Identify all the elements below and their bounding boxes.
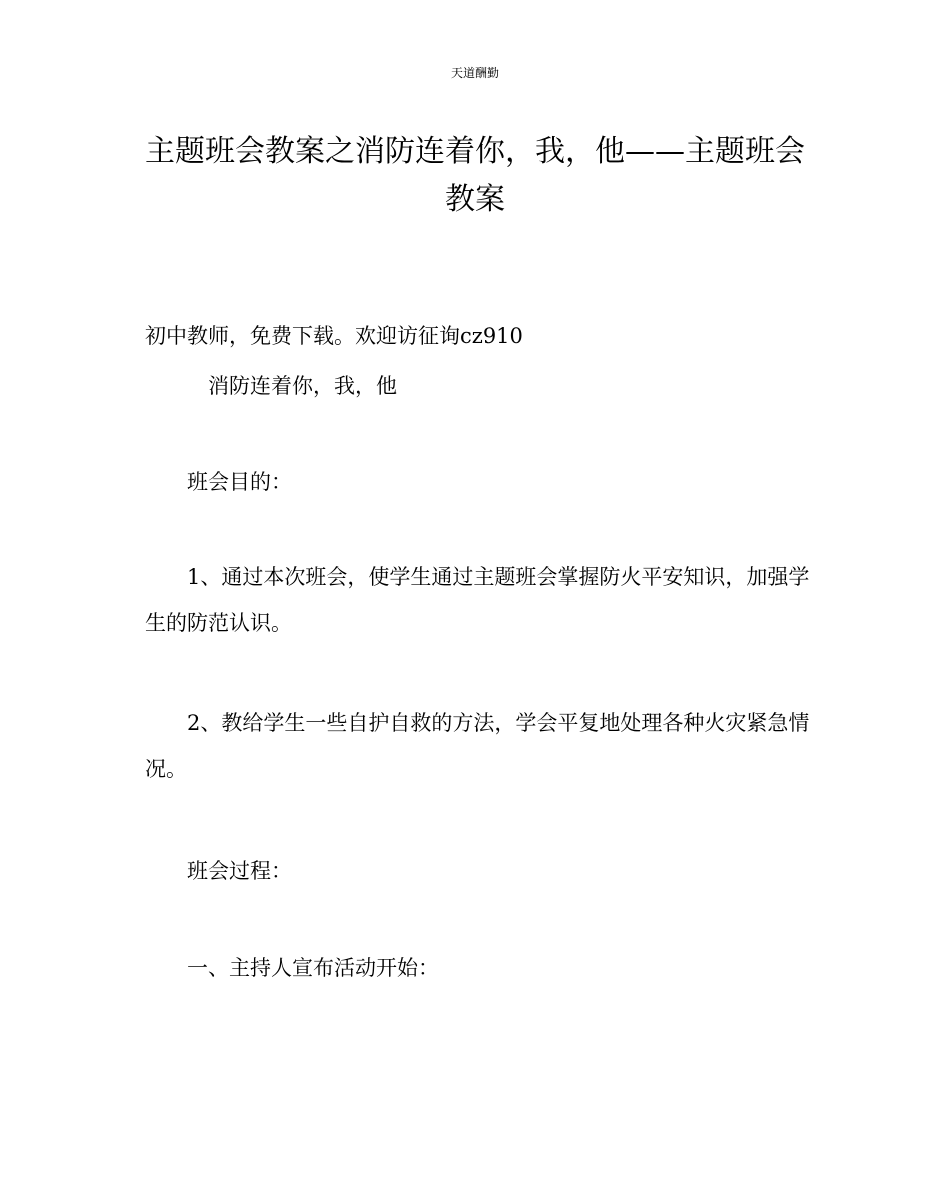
subtitle: 消防连着你，我，他: [208, 374, 397, 398]
goal-heading: 班会目的：: [187, 470, 292, 494]
process-heading: 班会过程：: [187, 859, 292, 883]
goal-item-1: 1、通过本次班会，使学生通过主题班会掌握防火平安知识，加强学生的防范认识。: [145, 565, 810, 635]
intro-line: 初中教师，免费下载。欢迎访征询cz910: [145, 324, 523, 348]
page-header: 天道酬勤: [450, 66, 499, 80]
process-step-1: 一、主持人宣布活动开始：: [187, 956, 439, 980]
goal-item-2: 2、教给学生一些自护自救的方法，学会平复地处理各种火灾紧急情况。: [145, 711, 810, 781]
document-title: 主题班会教案之消防连着你，我，他——主题班会教案: [145, 134, 805, 217]
